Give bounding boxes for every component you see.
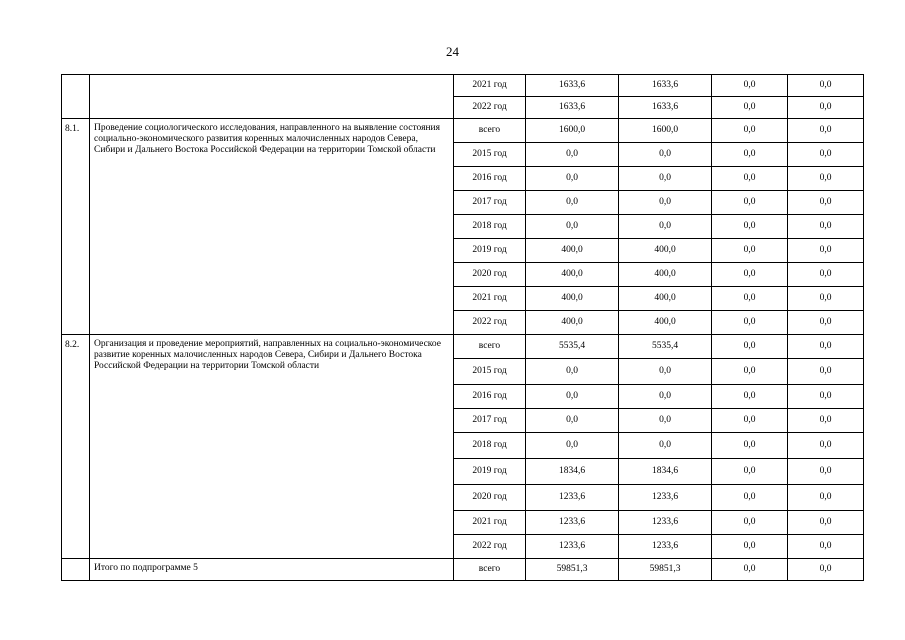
federal-cell: 400,0 xyxy=(619,287,712,311)
regional-cell: 0,0 xyxy=(712,433,788,459)
total-cell: 0,0 xyxy=(526,215,619,239)
regional-cell: 0,0 xyxy=(712,215,788,239)
total-cell: 400,0 xyxy=(526,311,619,335)
federal-cell: 0,0 xyxy=(619,191,712,215)
total-cell: 400,0 xyxy=(526,287,619,311)
local-cell: 0,0 xyxy=(788,239,864,263)
federal-cell: 0,0 xyxy=(619,215,712,239)
local-cell: 0,0 xyxy=(788,143,864,167)
federal-cell: 0,0 xyxy=(619,167,712,191)
local-cell: 0,0 xyxy=(788,311,864,335)
year-cell: 2021 год xyxy=(454,287,526,311)
local-cell: 0,0 xyxy=(788,191,864,215)
item-number: 8.2. xyxy=(62,335,90,559)
item-number xyxy=(62,559,90,581)
local-cell: 0,0 xyxy=(788,409,864,433)
table-row xyxy=(62,75,864,97)
local-cell: 0,0 xyxy=(788,359,864,385)
regional-cell: 0,0 xyxy=(712,287,788,311)
regional-cell: 0,0 xyxy=(712,75,788,97)
local-cell: 0,0 xyxy=(788,385,864,409)
year-cell: 2016 год xyxy=(454,167,526,191)
total-cell: 0,0 xyxy=(526,385,619,409)
year-cell: всего xyxy=(454,335,526,359)
regional-cell: 0,0 xyxy=(712,359,788,385)
local-cell: 0,0 xyxy=(788,559,864,581)
local-cell: 0,0 xyxy=(788,511,864,535)
year-cell: 2016 год xyxy=(454,385,526,409)
item-description: Организация и проведение мероприятий, направленных на социально-экономическое развитие коренных малочисленных народов Севера, Сибири и Дальнего Востока Российской Федерации на территории Томской области xyxy=(90,335,454,559)
year-cell: 2017 год xyxy=(454,409,526,433)
federal-cell: 0,0 xyxy=(619,143,712,167)
item-description: Итого по подпрограмме 5 xyxy=(90,559,454,581)
total-cell: 0,0 xyxy=(526,359,619,385)
table-row xyxy=(62,559,864,581)
total-cell: 0,0 xyxy=(526,433,619,459)
year-cell: 2022 год xyxy=(454,535,526,559)
year-cell: 2021 год xyxy=(454,511,526,535)
year-cell: 2022 год xyxy=(454,97,526,119)
year-cell: 2015 год xyxy=(454,143,526,167)
regional-cell: 0,0 xyxy=(712,263,788,287)
year-cell: 2019 год xyxy=(454,239,526,263)
total-cell: 400,0 xyxy=(526,263,619,287)
regional-cell: 0,0 xyxy=(712,385,788,409)
federal-cell: 400,0 xyxy=(619,239,712,263)
regional-cell: 0,0 xyxy=(712,239,788,263)
total-cell: 1834,6 xyxy=(526,459,619,485)
total-cell: 0,0 xyxy=(526,409,619,433)
total-cell: 1233,6 xyxy=(526,511,619,535)
year-cell: 2022 год xyxy=(454,311,526,335)
federal-cell: 1633,6 xyxy=(619,75,712,97)
local-cell: 0,0 xyxy=(788,167,864,191)
federal-cell: 1233,6 xyxy=(619,511,712,535)
year-cell: всего xyxy=(454,559,526,581)
budget-table xyxy=(61,74,864,581)
total-cell: 5535,4 xyxy=(526,335,619,359)
year-cell: 2019 год xyxy=(454,459,526,485)
item-number: 8.1. xyxy=(62,119,90,335)
local-cell: 0,0 xyxy=(788,263,864,287)
total-cell: 1233,6 xyxy=(526,535,619,559)
total-cell: 1600,0 xyxy=(526,119,619,143)
federal-cell: 0,0 xyxy=(619,359,712,385)
federal-cell: 1633,6 xyxy=(619,97,712,119)
regional-cell: 0,0 xyxy=(712,167,788,191)
federal-cell: 1233,6 xyxy=(619,485,712,511)
federal-cell: 1834,6 xyxy=(619,459,712,485)
total-cell: 0,0 xyxy=(526,167,619,191)
regional-cell: 0,0 xyxy=(712,485,788,511)
local-cell: 0,0 xyxy=(788,97,864,119)
total-cell: 400,0 xyxy=(526,239,619,263)
year-cell: 2017 год xyxy=(454,191,526,215)
regional-cell: 0,0 xyxy=(712,535,788,559)
total-cell: 59851,3 xyxy=(526,559,619,581)
year-cell: всего xyxy=(454,119,526,143)
total-cell: 0,0 xyxy=(526,143,619,167)
regional-cell: 0,0 xyxy=(712,335,788,359)
federal-cell: 0,0 xyxy=(619,409,712,433)
item-description: Проведение социологического исследования, направленного на выявление состояния социально-экономического развития коренных малочисленных народов Севера, Сибири и Дальнего Востока Российской Федерации на территории Томской области xyxy=(90,119,454,335)
local-cell: 0,0 xyxy=(788,335,864,359)
federal-cell: 1600,0 xyxy=(619,119,712,143)
federal-cell: 5535,4 xyxy=(619,335,712,359)
local-cell: 0,0 xyxy=(788,433,864,459)
total-cell: 1633,6 xyxy=(526,97,619,119)
federal-cell: 400,0 xyxy=(619,311,712,335)
regional-cell: 0,0 xyxy=(712,559,788,581)
local-cell: 0,0 xyxy=(788,75,864,97)
table-row xyxy=(62,119,864,143)
year-cell: 2015 год xyxy=(454,359,526,385)
regional-cell: 0,0 xyxy=(712,191,788,215)
regional-cell: 0,0 xyxy=(712,143,788,167)
total-cell: 1633,6 xyxy=(526,75,619,97)
federal-cell: 400,0 xyxy=(619,263,712,287)
local-cell: 0,0 xyxy=(788,459,864,485)
year-cell: 2018 год xyxy=(454,215,526,239)
year-cell: 2018 год xyxy=(454,433,526,459)
local-cell: 0,0 xyxy=(788,287,864,311)
regional-cell: 0,0 xyxy=(712,511,788,535)
local-cell: 0,0 xyxy=(788,119,864,143)
year-cell: 2020 год xyxy=(454,263,526,287)
item-number xyxy=(62,75,90,119)
regional-cell: 0,0 xyxy=(712,311,788,335)
total-cell: 0,0 xyxy=(526,191,619,215)
local-cell: 0,0 xyxy=(788,215,864,239)
local-cell: 0,0 xyxy=(788,485,864,511)
regional-cell: 0,0 xyxy=(712,459,788,485)
item-description xyxy=(90,75,454,119)
regional-cell: 0,0 xyxy=(712,97,788,119)
year-cell: 2020 год xyxy=(454,485,526,511)
federal-cell: 0,0 xyxy=(619,385,712,409)
federal-cell: 0,0 xyxy=(619,433,712,459)
federal-cell: 59851,3 xyxy=(619,559,712,581)
local-cell: 0,0 xyxy=(788,535,864,559)
year-cell: 2021 год xyxy=(454,75,526,97)
page-number: 24 xyxy=(446,44,459,59)
regional-cell: 0,0 xyxy=(712,119,788,143)
federal-cell: 1233,6 xyxy=(619,535,712,559)
table-row xyxy=(62,335,864,359)
total-cell: 1233,6 xyxy=(526,485,619,511)
regional-cell: 0,0 xyxy=(712,409,788,433)
